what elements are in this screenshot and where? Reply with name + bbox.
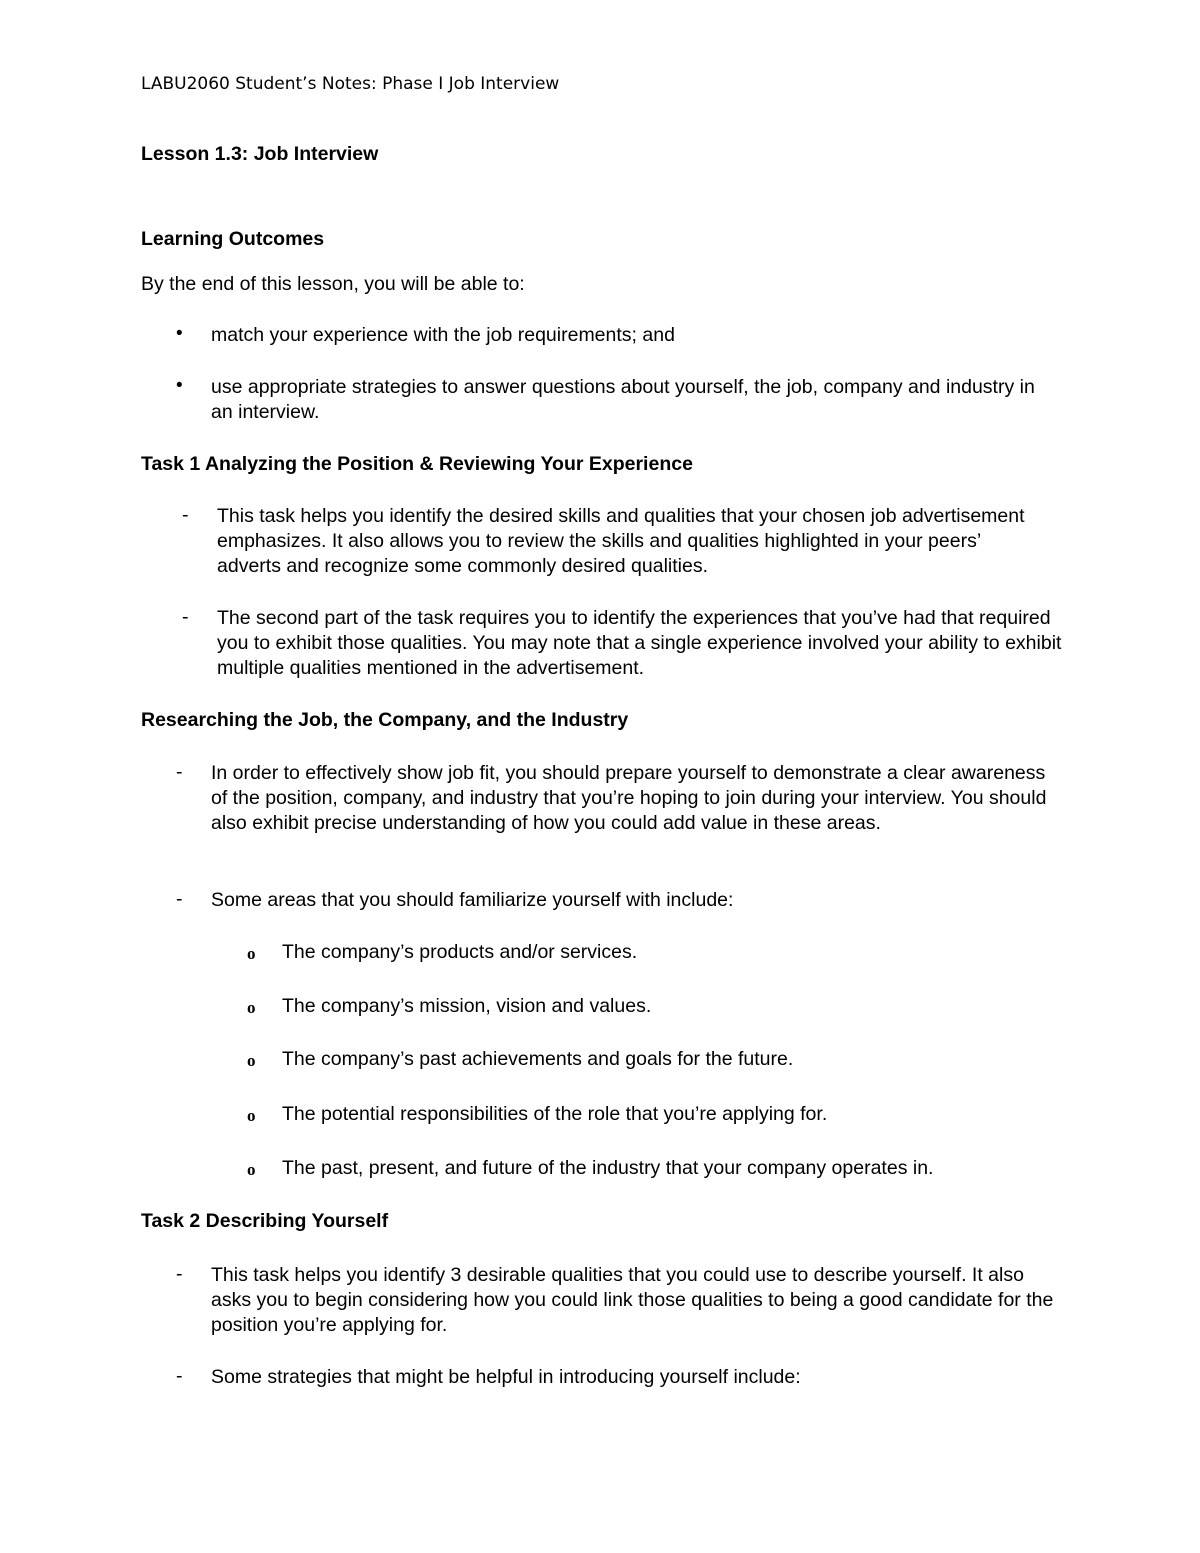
- learning-outcomes-intro: By the end of this lesson, you will be able to:: [141, 273, 525, 295]
- lesson-title: Lesson 1.3: Job Interview: [141, 143, 379, 165]
- research-heading: Researching the Job, the Company, and the Industry: [141, 709, 629, 731]
- bullet-icon: •: [176, 375, 183, 396]
- dash-marker: -: [182, 606, 189, 628]
- dash-marker: -: [176, 1365, 183, 1387]
- dash-marker: -: [176, 888, 183, 910]
- task1-heading: Task 1 Analyzing the Position & Reviewing Your Experience: [141, 453, 693, 475]
- circle-bullet-icon: o: [247, 1106, 256, 1125]
- task1-item: The second part of the task requires you to identify the experiences that you’ve had that required you to exhibit those qualities. You may note that a single experience involved your ability to exhibit multiple qualities mentioned in the advertisement.: [217, 607, 1062, 679]
- task2-item: Some strategies that might be helpful in introducing yourself include:: [211, 1366, 801, 1388]
- research-subitem: The company’s past achievements and goals for the future.: [282, 1048, 794, 1070]
- bullet-icon: •: [176, 323, 183, 344]
- task1-item: This task helps you identify the desired skills and qualities that your chosen job advertisement emphasizes. It also allows you to review the skills and qualities highlighted in your peers’ adverts and recognize some commonly desired qualities.: [217, 505, 1025, 577]
- task2-heading: Task 2 Describing Yourself: [141, 1210, 389, 1232]
- research-subitem: The potential responsibilities of the role that you’re applying for.: [282, 1103, 828, 1125]
- outcome-item: match your experience with the job requirements; and: [211, 324, 675, 346]
- research-subitem: The past, present, and future of the industry that your company operates in.: [282, 1157, 934, 1179]
- outcome-item: use appropriate strategies to answer questions about yourself, the job, company and industry in an interview.: [211, 376, 1035, 423]
- circle-bullet-icon: o: [247, 1160, 256, 1179]
- learning-outcomes-heading: Learning Outcomes: [141, 228, 325, 250]
- dash-marker: -: [182, 504, 189, 526]
- circle-bullet-icon: o: [247, 944, 256, 963]
- task2-item: This task helps you identify 3 desirable qualities that you could use to describe yourself. It also asks you to begin considering how you could link those qualities to being a good candidate for the position you’re applying for.: [211, 1264, 1054, 1336]
- research-subitem: The company’s products and/or services.: [282, 941, 638, 963]
- research-item: Some areas that you should familiarize yourself with include:: [211, 889, 734, 911]
- research-subitem: The company’s mission, vision and values.: [282, 995, 652, 1017]
- page-header: LABU2060 Student’s Notes: Phase I Job Interview: [141, 74, 560, 94]
- research-item: In order to effectively show job fit, you should prepare yourself to demonstrate a clear awareness of the position, company, and industry that you’re hoping to join during your interview. You should also exhibit precise understanding of how you could add value in these areas.: [211, 762, 1047, 834]
- circle-bullet-icon: o: [247, 1051, 256, 1070]
- dash-marker: -: [176, 1263, 183, 1285]
- dash-marker: -: [176, 761, 183, 783]
- circle-bullet-icon: o: [247, 998, 256, 1017]
